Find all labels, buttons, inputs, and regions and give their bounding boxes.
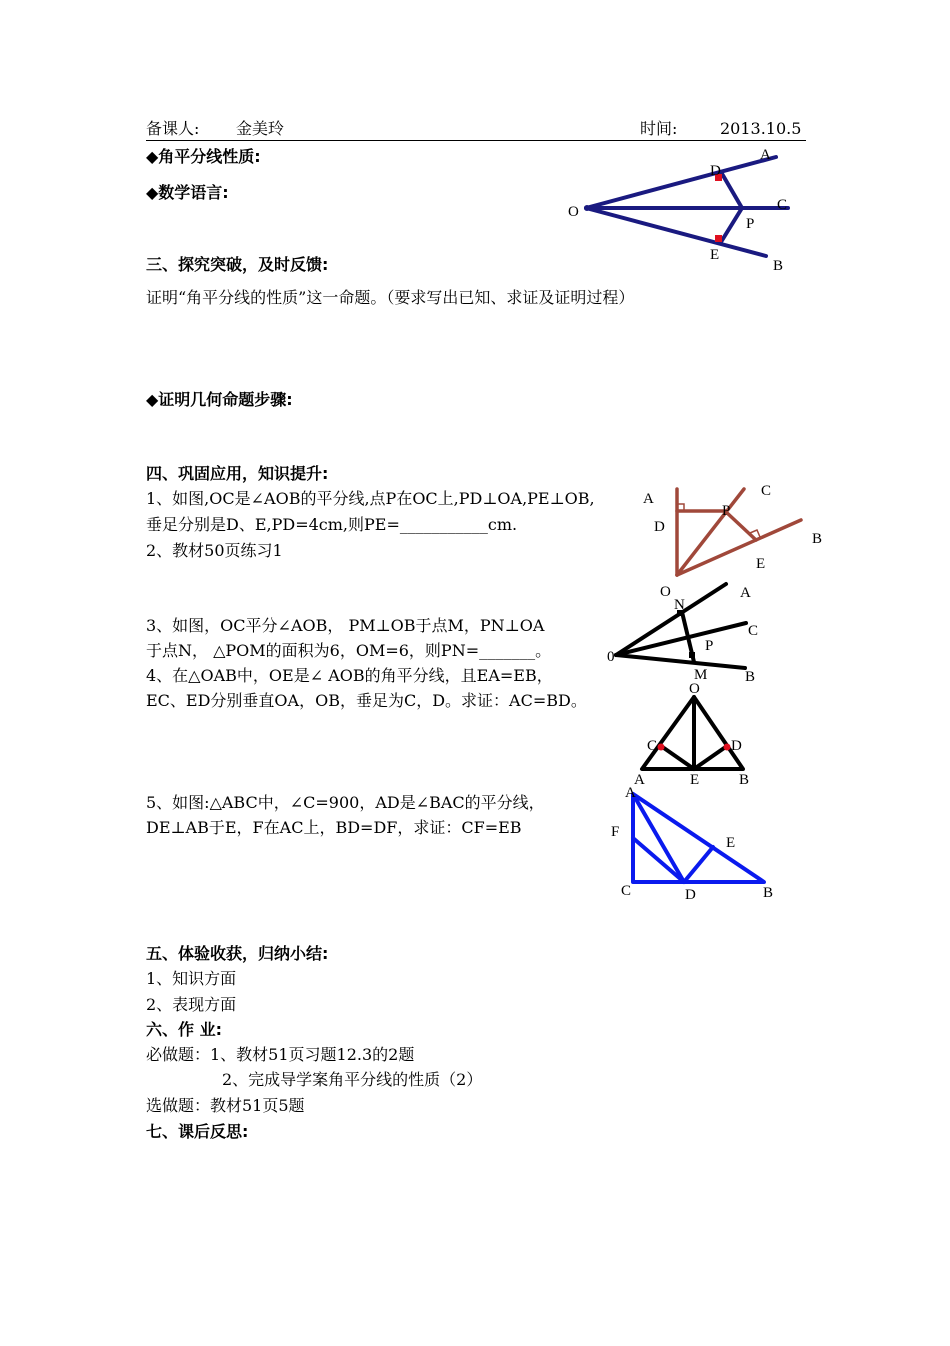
fig5-label-f: F <box>611 824 620 840</box>
q1-text: 垂足分别是D、E,PD=4cm,则PE= <box>146 515 400 534</box>
s5-item2: 2、表现方面 <box>146 995 237 1014</box>
fig4-ec <box>661 746 694 769</box>
section3-text: 证明“角平分线的性质”这一命题。（要求写出已知、求证及证明过程） <box>146 288 635 307</box>
fig5-label-a: A <box>625 785 636 801</box>
fig5-label-d: D <box>685 887 696 903</box>
fig2-labels <box>643 483 822 572</box>
fig3-label-p: P <box>705 638 714 654</box>
preparer-name: 金美玲 <box>236 119 285 138</box>
fig4-label-c: C <box>647 738 658 754</box>
fig2-label-a: A <box>643 491 654 507</box>
fig1-ray-oa <box>586 157 776 208</box>
q4-line2: EC、ED分别垂直OA，OB，垂足为C，D。求证：AC=BD。 <box>146 691 587 710</box>
fig3-label-n: N <box>674 597 685 613</box>
fig4-ed <box>694 746 727 769</box>
fig4-label-o: O <box>689 681 700 697</box>
hw-optional: 选做题：教材51页5题 <box>146 1096 305 1115</box>
q1-blank: ___________ <box>399 515 488 534</box>
q1-unit: cm. <box>487 515 518 534</box>
q1-line1: 1、如图,OC是∠AOB的平分线,点P在OC上,PD⊥OA,PE⊥OB, <box>146 489 595 508</box>
fig5-label-c: C <box>621 883 632 899</box>
fig1-label-o: O <box>568 204 579 220</box>
fig4-label-e: E <box>690 772 700 788</box>
fig5-de <box>684 847 713 882</box>
fig5-label-b: B <box>763 885 774 901</box>
section7-title: 七、课后反思: <box>146 1122 249 1141</box>
fig2-ray-oc <box>677 489 744 575</box>
q5-line2: DE⊥AB于E，F在AC上，BD=DF，求证：CF=EB <box>146 818 522 837</box>
fig1-pe <box>721 208 742 242</box>
proof-steps: ◆证明几何命题步骤: <box>146 390 293 409</box>
figure-4 <box>642 697 743 769</box>
section5-title: 五、体验收获，归纳小结: <box>146 944 329 963</box>
fig1-label-b: B <box>773 258 784 274</box>
fig2-label-p: P <box>722 503 731 519</box>
fig2-label-c: C <box>761 483 772 499</box>
fig3-label-o: O <box>660 584 671 600</box>
section-math-language: ◆数学语言: <box>146 183 229 202</box>
date: 2013.10.5 <box>720 119 802 138</box>
fig2-label-e: E <box>756 556 766 572</box>
fig5-label-e: E <box>726 835 736 851</box>
s5-item1: 1、知识方面 <box>146 969 237 988</box>
hw-required-1: 必做题：1、教材51页习题12.3的2题 <box>146 1045 415 1064</box>
fig4-label-a: A <box>634 772 645 788</box>
q5-line1: 5、如图:△ABC中，∠C=900，AD是∠BAC的平分线， <box>146 793 545 812</box>
fig3-label-b: B <box>745 669 756 685</box>
preparer-label: 备课人: <box>146 119 200 138</box>
fig5-df <box>633 838 684 882</box>
fig4-right-angle-c <box>658 744 665 751</box>
fig1-right-angle-e <box>715 235 722 242</box>
fig5-labels <box>611 785 773 903</box>
fig3-labels <box>607 584 758 685</box>
q3-line2: 于点N， △POM的面积为6，OM=6，则PN=_______。 <box>146 641 552 660</box>
fig4-label-b: B <box>739 772 750 788</box>
q3-line1: 3、如图，OC平分∠AOB， PM⊥OB于点M，PN⊥OA <box>146 616 545 635</box>
q4-line1: 4、在△OAB中，OE是∠ AOB的角平分线，且EA=EB， <box>146 666 553 685</box>
fig3-label-c: C <box>748 623 759 639</box>
fig1-label-a: A <box>760 147 771 163</box>
section6-title: 六、作 业: <box>146 1020 222 1039</box>
time-label: 时间: <box>640 119 678 138</box>
section3-title: 三、探究突破，及时反馈: <box>146 255 329 274</box>
section-property: ◆角平分线性质: <box>146 147 261 166</box>
section4-title: 四、巩固应用，知识提升: <box>146 464 329 483</box>
fig3-ray-ob <box>616 655 745 668</box>
fig5-triangle-abc <box>633 794 764 882</box>
fig3-label-m: M <box>694 667 708 683</box>
fig3-label-zero: 0 <box>607 649 615 665</box>
figure-5 <box>633 794 764 882</box>
figure-2 <box>677 489 801 575</box>
fig2-label-d: D <box>654 519 665 535</box>
fig4-label-d: D <box>731 738 742 754</box>
fig1-label-c: C <box>777 197 788 213</box>
figure-1 <box>586 157 788 256</box>
fig1-label-d: D <box>710 163 721 179</box>
fig1-label-e: E <box>710 247 720 263</box>
q2: 2、教材50页练习1 <box>146 541 283 560</box>
fig1-label-p: P <box>746 216 755 232</box>
fig4-right-angle-d <box>724 744 731 751</box>
fig1-point-o <box>584 205 590 211</box>
fig3-label-a: A <box>740 585 751 601</box>
fig2-label-b: B <box>812 531 823 547</box>
hw-required-2: 2、完成导学案角平分线的性质（2） <box>222 1070 483 1089</box>
fig2-ray-ob <box>677 520 801 575</box>
fig1-pd <box>721 172 742 208</box>
fig3-right-angle-m <box>689 652 695 658</box>
fig5-ad <box>633 794 684 882</box>
fig3-ray-oc <box>616 623 746 655</box>
